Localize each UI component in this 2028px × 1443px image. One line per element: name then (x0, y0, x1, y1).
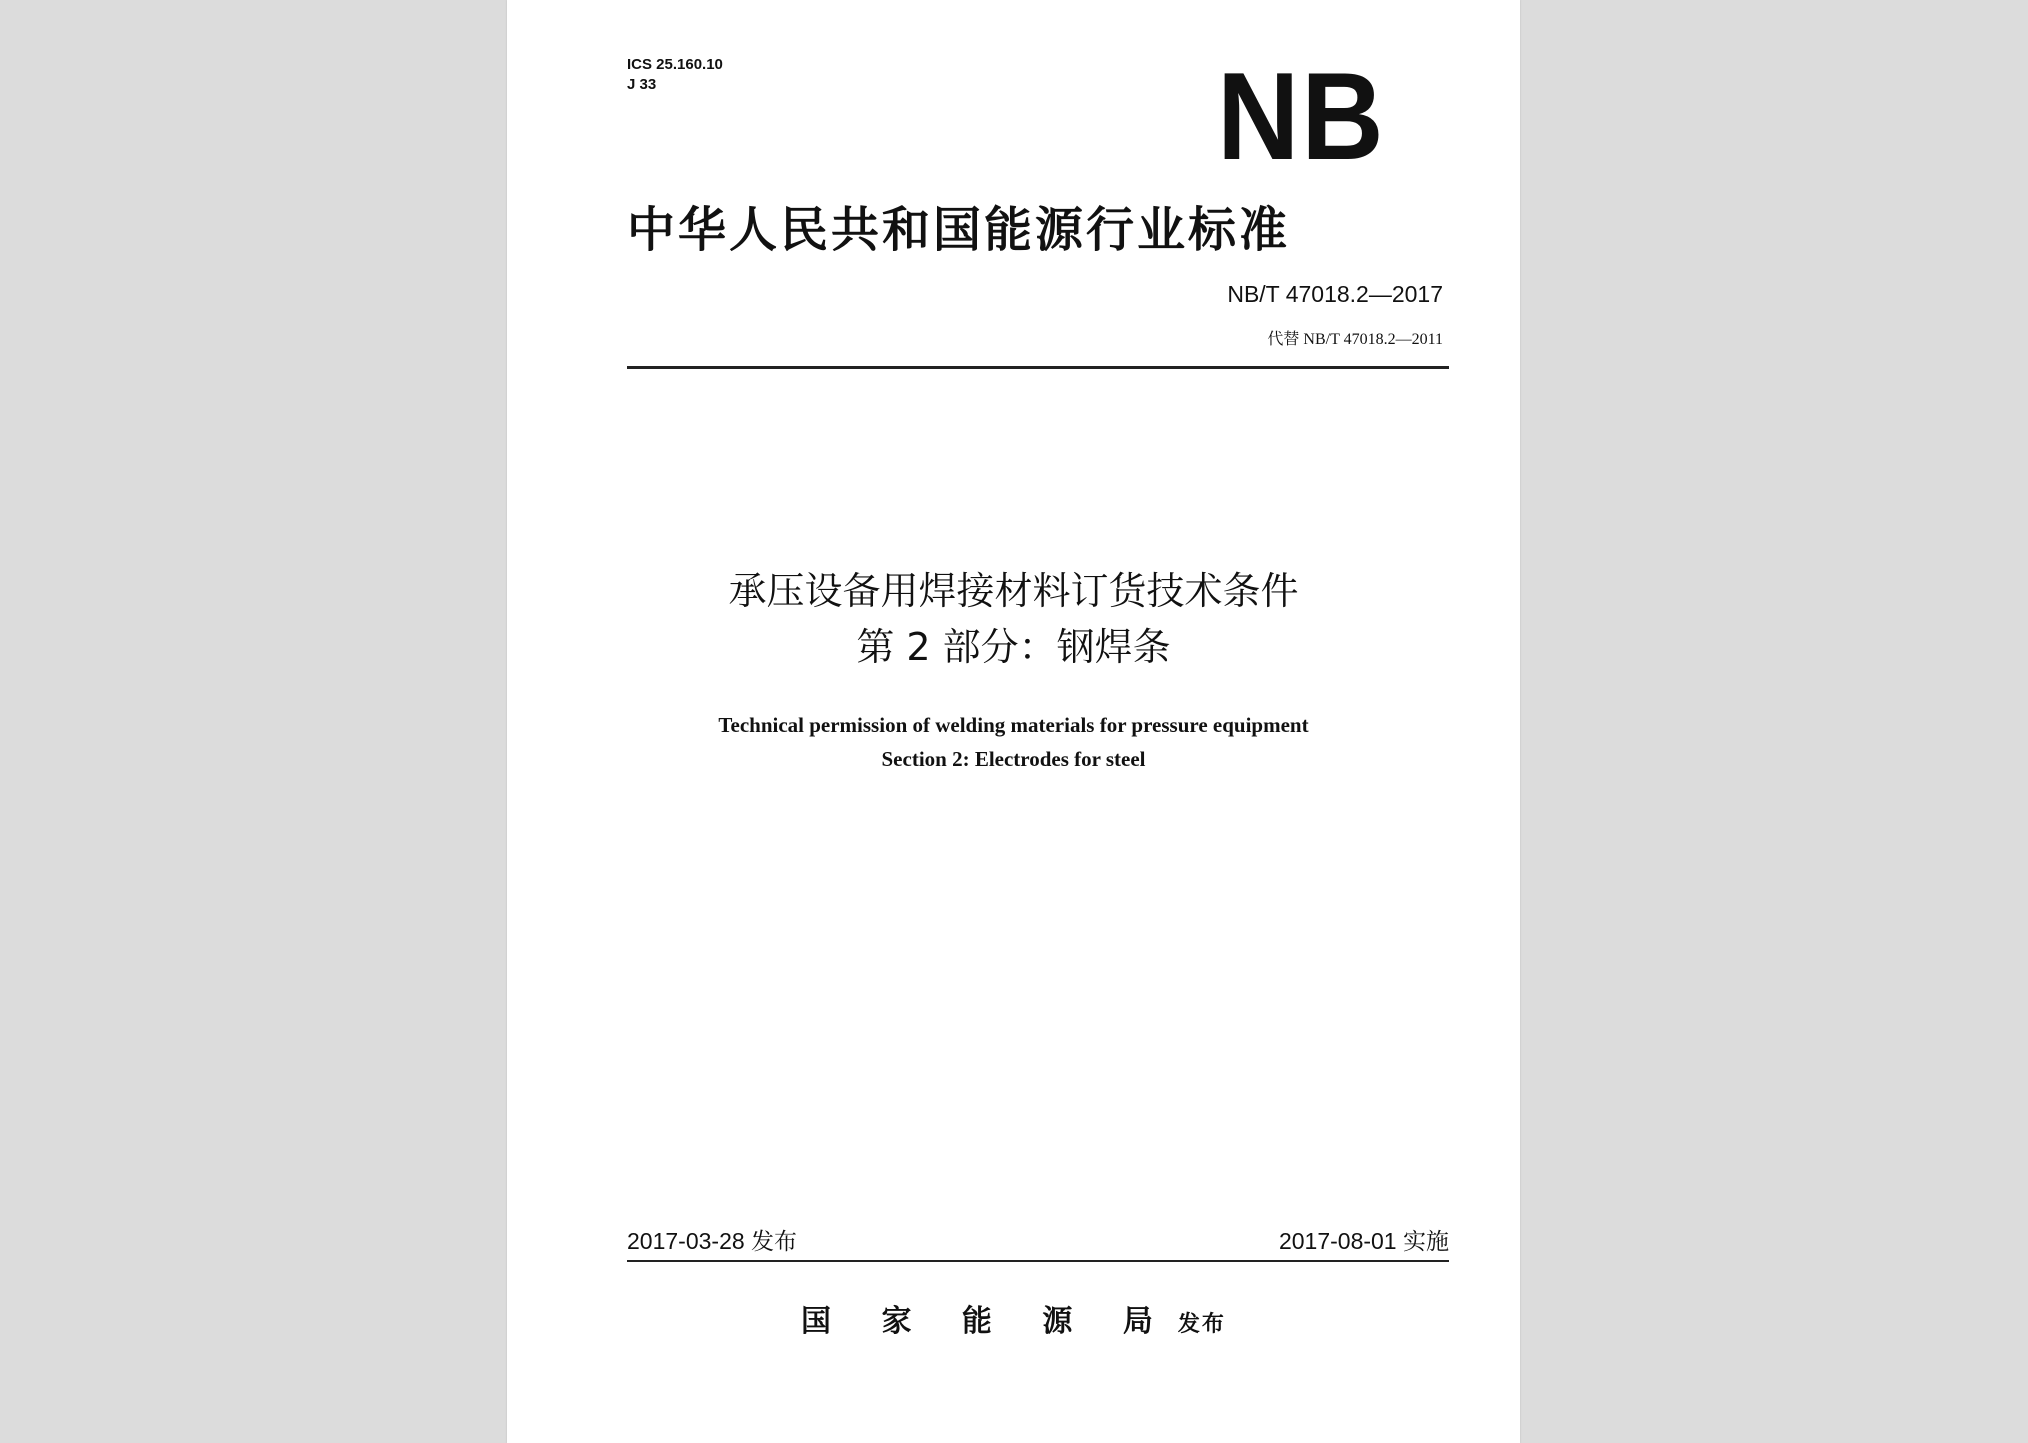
standard-number: NB/T 47018.2—2017 (1227, 281, 1443, 307)
implementation-date: 2017-08-01 实施 (1278, 1228, 1449, 1254)
nb-logo: NB (1217, 48, 1386, 186)
header-divider (627, 366, 1449, 369)
ics-code: ICS 25.160.10 (627, 56, 723, 73)
classification-codes (627, 55, 723, 95)
standard-category-title: 中华人民共和国能源行业标准 (627, 202, 1291, 258)
document-page (507, 0, 1520, 1443)
english-title-line-2: Section 2: Electrodes for steel (881, 747, 1146, 771)
footer-divider (627, 1260, 1449, 1262)
replaces-standard: 代替 NB/T 47018.2—2011 (1267, 331, 1443, 348)
issuer-suffix: 发布 (1177, 1311, 1226, 1337)
chinese-title-line-1: 承压设备用焊接材料订货技术条件 (728, 569, 1299, 613)
issue-date: 2017-03-28 发布 (627, 1228, 798, 1254)
ccs-code: J 33 (627, 76, 657, 93)
chinese-title-line-2: 第 2 部分：钢焊条 (856, 625, 1171, 669)
issuing-authority: 国 家 能 源 局 (801, 1304, 1173, 1339)
issuer-line (507, 1300, 1520, 1348)
english-title-line-1: Technical permission of welding materials for pressure equipment (718, 713, 1309, 737)
